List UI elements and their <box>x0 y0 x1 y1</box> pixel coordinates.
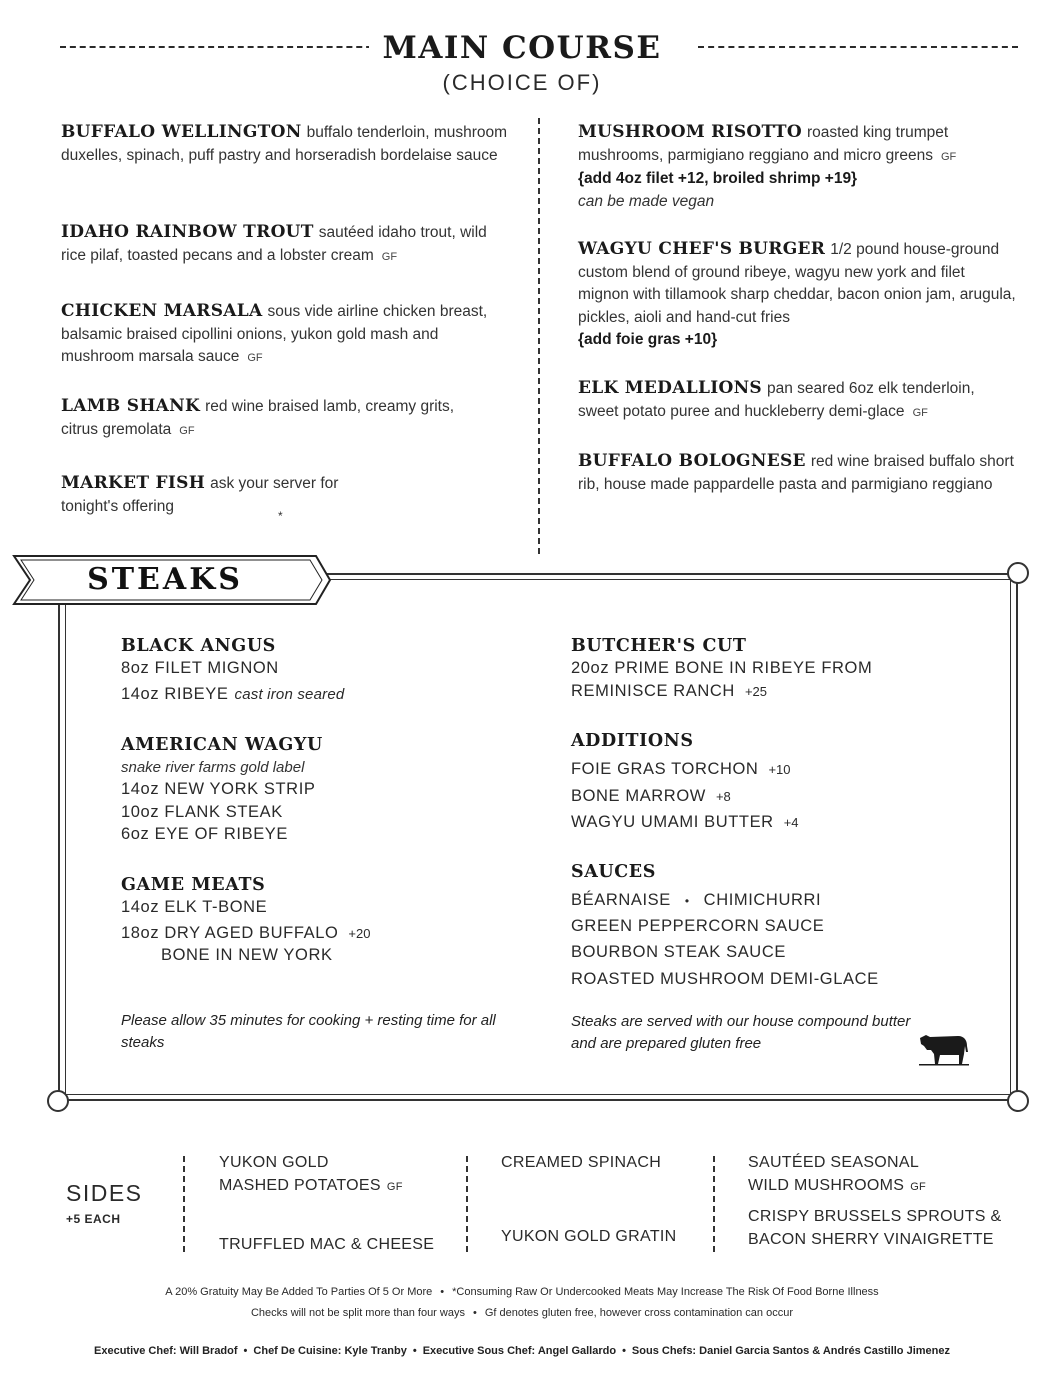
dish-addon: {add 4oz filet +12, broiled shrimp +19} <box>578 170 858 187</box>
sides-divider <box>713 1156 715 1252</box>
dish-market-fish <box>61 472 381 518</box>
gluten-free-badge: GF <box>386 1180 403 1193</box>
sides-title: SIDES <box>66 1180 143 1206</box>
dish-description: buffalo tenderloin, mushroom duxelles, spinach, puff pastry and horseradish bordelaise sauce <box>61 124 508 164</box>
steak-note: cast iron seared <box>234 686 345 703</box>
dish-addon: {add foie gras +10} <box>578 331 718 348</box>
steak-item: 20oz PRIME BONE IN RIBEYE FROM <box>571 659 873 677</box>
dish-description: pan seared 6oz elk tenderloin, sweet potato puree and huckleberry demi-glace <box>578 380 975 420</box>
dish-lamb-shank <box>61 395 491 442</box>
page-subtitle: (CHOICE OF) <box>442 70 602 95</box>
dish-name: BUFFALO BOLOGNESE <box>578 451 806 471</box>
steak-item: 18oz DRY AGED BUFFALO +20 <box>121 924 371 942</box>
dish-description: red wine braised lamb, creamy grits, citrus gremolata <box>61 398 455 438</box>
item-price: +20 <box>348 926 371 941</box>
dish-name: MUSHROOM RISOTTO <box>578 122 802 142</box>
separator-dot: • <box>684 894 690 908</box>
frame-corner-ornament <box>1007 1090 1029 1112</box>
disclaimer-line-2: Checks will not be split more than four ways • Gf denotes gluten free, however cross contamination can occur <box>250 1307 793 1319</box>
item-price: +8 <box>715 789 731 804</box>
dish-name: LAMB SHANK <box>61 396 201 416</box>
sides-price: +5 EACH <box>66 1212 121 1226</box>
sauce-item: GREEN PEPPERCORN SAUCE <box>571 917 825 935</box>
dish-description: ask your server for tonight's offering <box>61 475 339 515</box>
sauce-item: BÉARNAISE • CHIMICHURRI <box>571 891 822 909</box>
steak-item: 8oz FILET MIGNON <box>121 659 279 677</box>
cooking-time-note: Please allow 35 minutes for cooking + resting time for all steaks <box>121 1012 496 1051</box>
addition-item: WAGYU UMAMI BUTTER +4 <box>571 813 799 831</box>
steak-item-continued: BONE IN NEW YORK <box>161 946 333 964</box>
addition-item: FOIE GRAS TORCHON +10 <box>571 760 791 778</box>
item-price: +4 <box>783 815 799 830</box>
frame-corner-ornament <box>47 1090 69 1112</box>
gluten-free-badge: GF <box>247 352 263 364</box>
sides-divider <box>466 1156 468 1252</box>
side-item-mac-cheese: TRUFFLED MAC & CHEESE <box>219 1236 435 1253</box>
side-item-wild-mushrooms: SAUTÉED SEASONAL WILD MUSHROOMS GF <box>748 1154 927 1194</box>
steak-item: 6oz EYE OF RIBEYE <box>121 825 289 843</box>
section-black-angus: BLACK ANGUS <box>121 636 276 656</box>
item-price: +25 <box>744 684 767 699</box>
dish-idaho-rainbow-trout <box>61 221 511 268</box>
chef-credits: Executive Chef: Will Bradof • Chef De Cuisine: Kyle Tranby • Executive Sous Chef: Angel Gallardo • Sous Chefs: Daniel Garcia Santos & Andrés Castillo Jimenez <box>94 1345 950 1357</box>
sauce-item: BOURBON STEAK SAUCE <box>571 943 786 961</box>
house-butter-note: Steaks are served with our house compound butter and are prepared gluten free <box>571 1013 911 1052</box>
addition-item: BONE MARROW +8 <box>571 787 731 805</box>
dish-note: can be made vegan <box>578 192 715 210</box>
side-item-brussels-sprouts: CRISPY BRUSSELS SPROUTS & BACON SHERRY VINAIGRETTE <box>748 1208 1002 1248</box>
steak-item: 14oz NEW YORK STRIP <box>121 780 316 798</box>
steak-item: 10oz FLANK STEAK <box>121 803 283 821</box>
column-divider <box>538 118 540 554</box>
section-butchers-cut: BUTCHER'S CUT <box>571 636 747 656</box>
section-game-meats: GAME MEATS <box>121 875 266 895</box>
asterisk-mark: * <box>278 509 283 523</box>
dish-wagyu-chefs-burger <box>578 238 1018 352</box>
wagyu-subtitle: snake river farms gold label <box>121 759 305 776</box>
cow-icon <box>918 1028 970 1066</box>
dish-name: ELK MEDALLIONS <box>578 378 762 398</box>
side-item-gratin: YUKON GOLD GRATIN <box>501 1228 677 1245</box>
dish-description: 1/2 pound house-ground custom blend of ground ribeye, wagyu new york and filet mignon with tillamook sharp cheddar, bacon onion jam, arugula, pickles, aioli and hand-cut fries <box>578 241 1016 326</box>
side-item-mashed-potatoes: YUKON GOLD MASHED POTATOES GF <box>219 1154 403 1194</box>
gluten-free-badge: GF <box>381 250 398 263</box>
sauce-item: ROASTED MUSHROOM DEMI-GLACE <box>571 970 879 988</box>
steak-item: REMINISCE RANCH +25 <box>571 682 767 700</box>
dish-description: sous vide airline chicken breast, balsamic braised cipollini onions, yukon gold mash and mushroom marsala sauce <box>61 303 488 365</box>
dish-description: roasted king trumpet mushrooms, parmigiano reggiano and micro greens <box>578 124 949 164</box>
page-title: MAIN COURSE <box>0 30 1044 66</box>
dish-name: IDAHO RAINBOW TROUT <box>61 222 314 242</box>
gluten-free-badge: GF <box>179 424 195 437</box>
dish-elk-medallions <box>578 377 1008 424</box>
dish-buffalo-wellington <box>61 121 511 167</box>
item-price: +10 <box>768 762 791 777</box>
section-sauces: SAUCES <box>571 862 656 882</box>
gluten-free-badge: GF <box>910 1180 927 1193</box>
dish-buffalo-bolognese <box>578 450 1018 496</box>
gluten-free-badge: GF <box>940 150 957 163</box>
dish-name: CHICKEN MARSALA <box>61 301 263 321</box>
dish-mushroom-risotto <box>578 121 1018 213</box>
steak-item: 14oz RIBEYE cast iron seared <box>121 685 345 703</box>
dish-chicken-marsala <box>61 300 511 370</box>
section-american-wagyu: AMERICAN WAGYU <box>121 735 323 755</box>
gluten-free-badge: GF <box>912 406 928 419</box>
dish-description: sautéed idaho trout, wild rice pilaf, toasted pecans and a lobster cream <box>61 224 487 264</box>
side-item-creamed-spinach: CREAMED SPINACH <box>501 1154 662 1171</box>
disclaimer-line-1: A 20% Gratuity May Be Added To Parties Of 5 Or More • *Consuming Raw Or Undercooked Meats May Increase The Risk Of Food Borne Illness <box>165 1286 879 1298</box>
sides-divider <box>183 1156 185 1252</box>
steaks-banner-title: STEAKS <box>87 562 243 597</box>
dish-description: red wine braised buffalo short rib, house made pappardelle pasta and parmigiano reggiano <box>578 453 1014 493</box>
section-additions: ADDITIONS <box>571 731 694 751</box>
frame-corner-ornament <box>1007 562 1029 584</box>
dish-name: WAGYU CHEF'S BURGER <box>578 239 826 259</box>
steak-item: 14oz ELK T-BONE <box>121 898 268 916</box>
dish-name: MARKET FISH <box>61 473 206 493</box>
dish-name: BUFFALO WELLINGTON <box>61 122 302 142</box>
